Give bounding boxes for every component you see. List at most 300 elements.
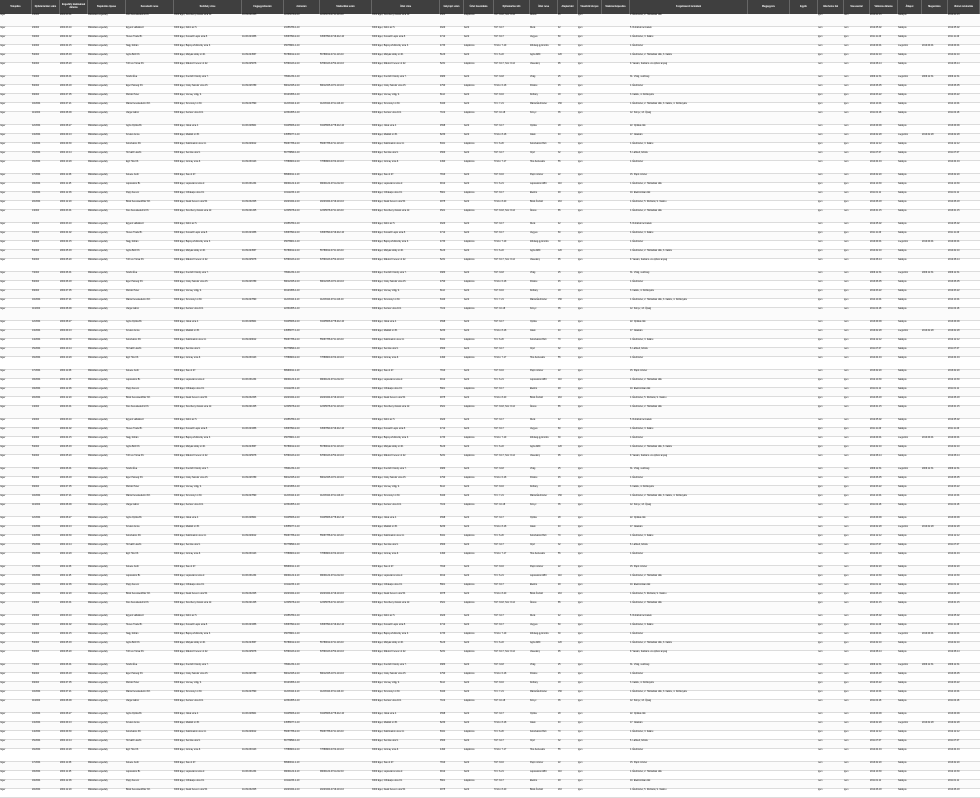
table-cell: 1. Élelmiszer, 2. Háztartási cikk [630, 210, 748, 223]
table-cell: 1. Élelmiszer [630, 357, 748, 370]
table-row[interactable] [0, 201, 980, 210]
table-cell: bérlő [464, 134, 494, 143]
column-header[interactable]: Nyilvántartási szám [32, 0, 60, 14]
table-row[interactable] [0, 388, 980, 397]
table-cell [242, 566, 284, 575]
table-cell: 25 [558, 664, 578, 673]
table-row[interactable] [0, 357, 980, 370]
table-row[interactable] [0, 722, 980, 731]
table-row[interactable] [0, 713, 980, 722]
column-header[interactable]: Szeszesital [844, 0, 870, 14]
column-header[interactable]: Változás dátuma [870, 0, 898, 14]
table-cell [922, 544, 948, 553]
table-cell: 8/2004 [32, 673, 60, 682]
table-cell: igen [578, 210, 602, 223]
table-cell [922, 486, 948, 495]
table-cell [602, 477, 630, 486]
table-row[interactable] [0, 504, 980, 517]
table-cell: 3300 Eger, Kertész utca 101. [372, 504, 440, 517]
table-row[interactable] [0, 691, 980, 700]
table-cell: 60 [558, 232, 578, 241]
table-row[interactable] [0, 517, 980, 526]
table-cell: igen [578, 428, 602, 437]
table-row[interactable] [0, 468, 980, 477]
table-row[interactable] [0, 223, 980, 232]
column-header[interactable]: Szakmai képesítés [602, 0, 630, 14]
table-cell: Működési engedély [88, 45, 126, 54]
table-cell: igen [578, 682, 602, 691]
column-header[interactable]: Megszűnés [922, 0, 948, 14]
table-cell: 3300 Eger, Kertész utca 101. [174, 504, 242, 517]
table-cell [242, 308, 284, 321]
table-cell: H-Szo: 7-19 [494, 633, 530, 642]
table-cell: 6/2004 [32, 259, 60, 272]
table-row[interactable] [0, 143, 980, 152]
table-cell: 7810 [440, 566, 464, 575]
table-cell: nem [844, 419, 870, 428]
column-header[interactable]: Kereskedő neve [126, 0, 174, 14]
table-cell: nem [844, 85, 870, 94]
table-row[interactable] [0, 330, 980, 339]
table-cell: 2009.12.31 [922, 76, 948, 85]
table-row[interactable] [0, 36, 980, 45]
table-row[interactable] [0, 290, 980, 299]
table-cell: nem [818, 673, 844, 682]
table-cell [602, 103, 630, 112]
table-cell: 2014.04.04 [870, 161, 898, 174]
table-cell: igen [844, 446, 870, 455]
table-cell: 44556677-1-10 [284, 330, 320, 339]
table-cell: 10-09-025678 [242, 63, 284, 76]
table-cell: tulajdonos [464, 161, 494, 174]
table-cell: 2004.06.18 [60, 281, 88, 290]
table-cell: Mátra Kereskedelmi Kft. [126, 299, 174, 308]
table-cell: 2004.12.06 [60, 192, 88, 201]
table-cell: tulajdonos [464, 673, 494, 682]
table-row[interactable] [0, 789, 980, 798]
table-cell: 1. Élelmiszer, 2. Háztartási cikk [630, 602, 748, 615]
table-cell: 2009.12.31 [948, 272, 980, 281]
table-cell [602, 36, 630, 45]
column-header[interactable]: Megjegyzés [748, 0, 790, 14]
table-cell: igen [578, 143, 602, 152]
table-cell: igen [844, 250, 870, 259]
table-cell: 2004.04.15 [60, 45, 88, 54]
table-cell: Működési engedély [88, 615, 126, 624]
column-header[interactable]: Utolsó módosítás [948, 0, 980, 14]
table-cell [242, 388, 284, 397]
table-row[interactable] [0, 749, 980, 762]
table-cell: bérlő [464, 370, 494, 379]
table-cell: 11/2004 [32, 112, 60, 125]
table-cell: Virág [530, 76, 558, 85]
column-header[interactable]: Székhely címe [174, 0, 242, 14]
table-cell: hatályos [898, 455, 922, 468]
table-row[interactable] [0, 339, 980, 348]
column-header[interactable]: Nyitvatartási idő [494, 0, 530, 14]
table-cell: 3300 Eger, Széchenyi István utca 12. [372, 602, 440, 615]
table-cell [602, 299, 630, 308]
table-row[interactable] [0, 272, 980, 281]
table-row[interactable] [0, 615, 980, 624]
table-cell: bérlő [464, 76, 494, 85]
table-cell: Eger [0, 437, 32, 446]
table-cell: Cipő [530, 740, 558, 749]
column-header[interactable]: Vásárlók könyve [578, 0, 602, 14]
table-cell: Agria Optika Bt. [126, 321, 174, 330]
table-row[interactable] [0, 308, 980, 321]
table-cell: 30 [558, 241, 578, 250]
table-cell: nem [818, 281, 844, 290]
column-header[interactable]: Állapot [898, 0, 922, 14]
table-cell: Ábécé [530, 14, 558, 27]
table-row[interactable] [0, 299, 980, 308]
table-cell: 14/2004 [32, 339, 60, 348]
table-cell: Eger [0, 446, 32, 455]
table-cell: nem [844, 651, 870, 664]
table-cell: 3300 Eger, Bajcsy-Zsilinszky utca 3. [372, 633, 440, 642]
table-cell: H-P: 9-17 [494, 321, 530, 330]
table-cell: 2004.03.10 [60, 615, 88, 624]
table-cell [922, 174, 948, 183]
table-row[interactable] [0, 112, 980, 125]
table-cell [922, 85, 948, 94]
table-row[interactable] [0, 575, 980, 584]
table-row[interactable] [0, 593, 980, 602]
table-cell [242, 437, 284, 446]
table-cell [748, 673, 790, 682]
table-cell: H-P: 8-17 [494, 624, 530, 633]
table-cell: Eger [0, 651, 32, 664]
table-row[interactable] [0, 45, 980, 54]
table-cell: 2014.10.01 [870, 495, 898, 504]
table-cell: 2012.03.22 [948, 290, 980, 299]
table-row[interactable] [0, 428, 980, 437]
table-cell: Molnár Péter [126, 94, 174, 103]
table-row[interactable] [0, 486, 980, 495]
table-cell: tulajdonos [464, 584, 494, 593]
table-cell: nem [818, 330, 844, 339]
table-cell: 2004.03.10 [60, 223, 88, 232]
table-row[interactable] [0, 94, 980, 103]
table-cell: Lajosvárosi ABC [530, 771, 558, 780]
table-cell [602, 762, 630, 771]
column-header[interactable]: Forgalmazott termékek [630, 0, 748, 14]
column-header[interactable]: Üzlet neve [530, 0, 558, 14]
table-cell: H-Szo: 8-20 [494, 201, 530, 210]
table-row[interactable] [0, 348, 980, 357]
table-cell: igen [818, 771, 844, 780]
table-row[interactable] [0, 731, 980, 740]
table-cell: 88990011-1-10 [284, 762, 320, 771]
column-header[interactable]: Helyrajzi szám [440, 0, 464, 14]
table-row[interactable] [0, 250, 980, 259]
table-cell [602, 152, 630, 161]
table-row[interactable] [0, 397, 980, 406]
table-cell: 23456789-1-10 [284, 615, 320, 624]
table-row[interactable] [0, 183, 980, 192]
table-cell: 2011.01.11 [948, 780, 980, 789]
table-cell [320, 370, 372, 379]
table-cell: igen [818, 210, 844, 223]
table-row[interactable] [0, 27, 980, 36]
table-cell [602, 575, 630, 584]
table-cell: 3300 Eger, Bajcsy-Zsilinszky utca 3. [372, 45, 440, 54]
table-cell: bérlő [464, 615, 494, 624]
table-cell: 10-06-023456 [242, 428, 284, 437]
table-row[interactable] [0, 664, 980, 673]
column-header[interactable]: Cégjegyzékszám [242, 0, 284, 14]
table-cell: H-Szo: 7-19 [494, 241, 530, 250]
table-cell: nem [818, 223, 844, 232]
column-header[interactable]: Üzlet címe [372, 0, 440, 14]
table-cell: 1. Élelmiszer, 3. Italáru [630, 143, 748, 152]
table-cell: tulajdonos [464, 731, 494, 740]
table-cell: 2013.09.09 [948, 321, 980, 330]
table-cell: Egri Hús Kft. [126, 553, 174, 566]
table-cell: bérlő [464, 321, 494, 330]
table-cell: 2012.05.02 [948, 223, 980, 232]
table-cell [748, 642, 790, 651]
table-cell: 1. Élelmiszer, 2. Háztartási cikk [630, 183, 748, 192]
table-cell: 2011.07.07 [870, 740, 898, 749]
table-row[interactable] [0, 642, 980, 651]
table-cell: bérlő [464, 722, 494, 731]
table-cell: bérlő [464, 54, 494, 63]
table-cell: tulajdonos [464, 477, 494, 486]
table-row[interactable] [0, 535, 980, 544]
table-cell: 2004.06.01 [60, 76, 88, 85]
table-cell [922, 713, 948, 722]
table-cell: 2010.09.01 [948, 241, 980, 250]
table-cell: Működési engedély [88, 713, 126, 722]
table-row[interactable] [0, 125, 980, 134]
table-cell: 2011.01.11 [870, 780, 898, 789]
table-cell: bérlő [464, 446, 494, 455]
table-row[interactable] [0, 566, 980, 575]
table-row[interactable] [0, 780, 980, 789]
table-row[interactable] [0, 134, 980, 143]
table-row[interactable] [0, 477, 980, 486]
table-cell: igen [578, 232, 602, 241]
table-cell: 2012.03.22 [948, 682, 980, 691]
table-row[interactable] [0, 419, 980, 428]
table-row[interactable] [0, 682, 980, 691]
table-cell: nem [818, 174, 844, 183]
table-cell: H-P: 9-17 [494, 223, 530, 232]
table-cell: 3300 Eger, Deák Ferenc utca 50. [174, 201, 242, 210]
column-header[interactable]: Alkoholos ital [818, 0, 844, 14]
table-cell: 2011.11.20 [948, 624, 980, 633]
table-cell: 11223344-4711-113-10 [320, 103, 372, 112]
table-row[interactable] [0, 152, 980, 161]
table-cell: bérlő [464, 36, 494, 45]
table-row[interactable] [0, 633, 980, 642]
table-row[interactable] [0, 63, 980, 76]
table-cell [242, 112, 284, 125]
table-cell [602, 308, 630, 321]
table-cell [602, 740, 630, 749]
table-cell: 3300 Eger, Servita utca 9. [174, 740, 242, 749]
table-row[interactable] [0, 241, 980, 250]
table-cell: 2013.09.09 [948, 713, 980, 722]
table-cell: 10-06-031234 [242, 771, 284, 780]
table-cell: H-V: 7-21 [494, 495, 530, 504]
table-cell: 4490 [440, 553, 464, 566]
table-cell: Horváth László [126, 740, 174, 749]
table-row[interactable] [0, 54, 980, 63]
table-cell: H-P: 8-16 [494, 290, 530, 299]
table-cell: 19/2004 [32, 388, 60, 397]
table-row[interactable] [0, 379, 980, 388]
table-row[interactable] [0, 210, 980, 223]
column-header[interactable]: Engedély kiadásának dátuma [60, 0, 88, 14]
table-cell [602, 722, 630, 731]
table-cell: Eger [0, 94, 32, 103]
column-header[interactable]: Adószám [284, 0, 320, 14]
table-cell: 11223344-2-10 [284, 495, 320, 504]
table-cell: Kovács Anna [126, 134, 174, 143]
table-cell [922, 281, 948, 290]
table-row[interactable] [0, 584, 980, 593]
table-row[interactable] [0, 76, 980, 85]
table-cell: 11223344-4711-113-10 [320, 691, 372, 700]
table-cell: 1. Élelmiszer [630, 673, 748, 682]
table-cell [922, 348, 948, 357]
table-row[interactable] [0, 495, 980, 504]
table-cell: 3300 Eger, Széchenyi István utca 12. [372, 14, 440, 27]
table-cell [790, 241, 818, 250]
table-cell: Egyéni vállalkozó [126, 27, 174, 36]
table-row[interactable] [0, 85, 980, 94]
table-row[interactable] [0, 370, 980, 379]
table-cell [922, 584, 948, 593]
table-cell: Működési engedély [88, 321, 126, 330]
table-cell: igen [818, 593, 844, 602]
table-row[interactable] [0, 259, 980, 272]
table-cell: 2004.07.05 [60, 486, 88, 495]
column-header[interactable]: Üzlet használata [464, 0, 494, 14]
table-row[interactable] [0, 553, 980, 566]
table-cell [790, 94, 818, 103]
table-row[interactable] [0, 192, 980, 201]
table-cell: 3300 Eger, Vécsey völgy 2. [174, 486, 242, 495]
table-row[interactable] [0, 103, 980, 112]
table-row[interactable] [0, 544, 980, 553]
column-header[interactable]: Statisztikai szám [320, 0, 372, 14]
table-cell: bérlő [464, 642, 494, 651]
table-cell: igen [578, 575, 602, 584]
table-row[interactable] [0, 602, 980, 615]
table-row[interactable] [0, 281, 980, 290]
table-cell: 7/2004 [32, 76, 60, 85]
column-header[interactable]: Bejelentés típusa [88, 0, 126, 14]
table-cell: Mátra Kereskedelmi Kft. [126, 495, 174, 504]
table-row[interactable] [0, 232, 980, 241]
table-cell: 2009.12.31 [870, 468, 898, 477]
table-row[interactable] [0, 673, 980, 682]
table-cell: Agria ABC [530, 642, 558, 651]
table-cell: 3300 Eger, Cifrakapu utca 19. [372, 388, 440, 397]
table-row[interactable] [0, 437, 980, 446]
column-header[interactable]: Egyéb [790, 0, 818, 14]
table-cell [602, 94, 630, 103]
table-cell: 89012345-1071-113-10 [320, 673, 372, 682]
table-cell: 70 [558, 535, 578, 544]
table-row[interactable] [0, 700, 980, 713]
table-row[interactable] [0, 174, 980, 183]
table-cell: 6/2004 [32, 651, 60, 664]
table-cell: 99001122-4711-212-10 [320, 379, 372, 388]
table-cell: Működési engedély [88, 210, 126, 223]
table-cell: hatályos [898, 602, 922, 615]
table-cell: Működési engedély [88, 455, 126, 468]
table-cell: 20/2004 [32, 593, 60, 602]
table-row[interactable] [0, 446, 980, 455]
table-row[interactable] [0, 321, 980, 330]
column-header[interactable]: Település [0, 0, 32, 14]
table-cell: 3300 Eger, Servita utca 9. [174, 348, 242, 357]
table-cell [790, 308, 818, 321]
table-cell: igen [578, 357, 602, 370]
table-row[interactable] [0, 771, 980, 780]
table-cell: 6340 [440, 495, 464, 504]
table-cell: 10-09-025678 [242, 651, 284, 664]
table-row[interactable] [0, 406, 980, 419]
table-cell: Bükk Kereskedőház Kft. [126, 593, 174, 602]
table-cell: 5/2004 [32, 54, 60, 63]
table-cell: H-P: 8-17, Szo: 8-12 [494, 651, 530, 664]
table-cell: Zöldség-gyümölcs [530, 45, 558, 54]
table-cell [320, 780, 372, 789]
table-row[interactable] [0, 161, 980, 174]
table-cell [748, 771, 790, 780]
table-cell: 3300 Eger, Knézich Károly utca 7. [372, 76, 440, 85]
table-cell: 45 [558, 85, 578, 94]
table-cell: igen [578, 419, 602, 428]
table-cell: Működési engedély [88, 259, 126, 272]
table-cell: 3300 Eger, Servita utca 9. [372, 152, 440, 161]
table-cell: Működési engedély [88, 642, 126, 651]
table-cell [602, 455, 630, 468]
table-cell: megszűnt [898, 664, 922, 673]
column-header[interactable]: Alapterület [558, 0, 578, 14]
table-row[interactable] [0, 455, 980, 468]
table-row[interactable] [0, 651, 980, 664]
table-cell: igen [578, 722, 602, 731]
table-row[interactable] [0, 762, 980, 771]
table-cell: igen [818, 624, 844, 633]
table-cell: nem [844, 125, 870, 134]
table-cell: hatályos [898, 419, 922, 428]
table-row[interactable] [0, 14, 980, 27]
table-row[interactable] [0, 526, 980, 535]
table-cell: 110 [558, 379, 578, 388]
table-cell: nem [844, 455, 870, 468]
table-cell: igen [844, 54, 870, 63]
table-cell: igen [578, 183, 602, 192]
table-cell: 3300 Eger, Mátyás király út 40. [174, 642, 242, 651]
table-cell: Nagy Zoltán [126, 241, 174, 250]
table-row[interactable] [0, 624, 980, 633]
table-cell: Működési engedély [88, 232, 126, 241]
table-cell: 3300 Eger, Jókai utca 4. [372, 713, 440, 722]
table-row[interactable] [0, 740, 980, 749]
table-cell: 11223344-4711-113-10 [320, 495, 372, 504]
table-cell [790, 651, 818, 664]
table-cell: 2004.05.20 [60, 63, 88, 76]
table-cell: Működési engedély [88, 308, 126, 321]
